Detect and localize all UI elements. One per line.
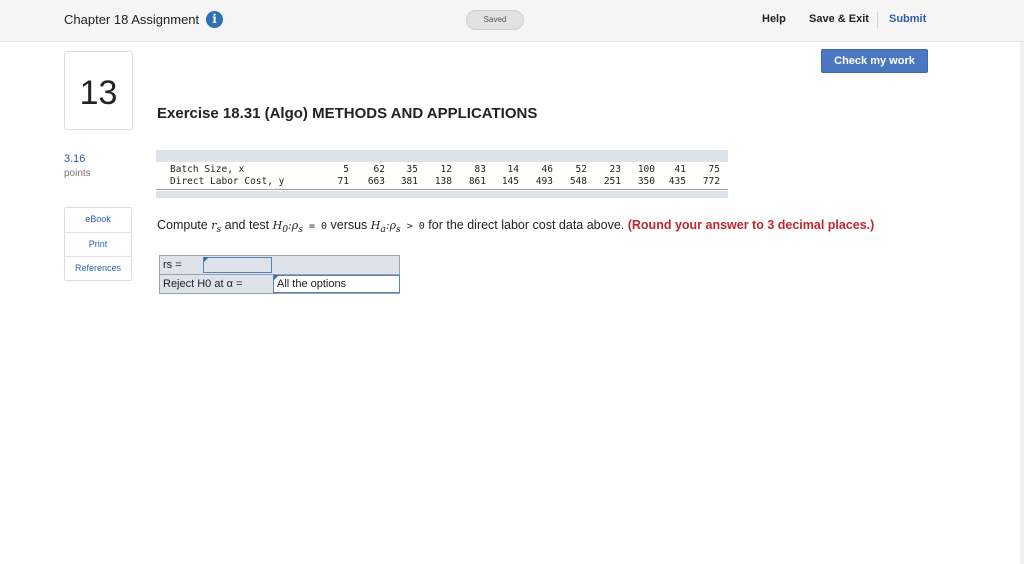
header-divider <box>877 12 878 28</box>
table-header-bar <box>156 150 728 162</box>
print-link[interactable]: Print <box>88 239 108 249</box>
rs-symbol: $r_s$ <box>211 219 222 236</box>
data-table <box>156 150 728 198</box>
batch-size-cell: 100 <box>637 164 655 175</box>
rs-input[interactable] <box>203 257 272 273</box>
labor-cost-cell: 251 <box>603 176 621 187</box>
labor-cost-cell: 435 <box>668 176 686 187</box>
menu-divider <box>65 232 131 233</box>
rounding-instruction: (Round your answer to 3 decimal places.) <box>627 218 875 232</box>
assignment-title: Chapter 18 Assignment <box>64 12 200 27</box>
batch-size-cell: 52 <box>575 164 587 175</box>
reject-label: Reject H0 at α = <box>163 278 243 290</box>
menu-divider <box>65 256 131 257</box>
save-exit-link[interactable]: Save & Exit <box>809 13 869 25</box>
batch-size-cell: 75 <box>708 164 720 175</box>
batch-size-cell: 62 <box>373 164 385 175</box>
info-icon[interactable]: i <box>206 11 223 28</box>
labor-cost-cell: 350 <box>637 176 655 187</box>
table-row-line <box>156 189 728 190</box>
points-value: 3.16 <box>64 153 86 165</box>
help-link[interactable]: Help <box>762 13 786 25</box>
references-link[interactable]: References <box>74 263 122 273</box>
top-bar <box>0 0 1024 42</box>
labor-cost-cell: 548 <box>569 176 587 187</box>
flag-icon <box>274 275 279 280</box>
batch-size-cell: 14 <box>507 164 519 175</box>
flag-icon <box>204 257 209 262</box>
exercise-title: Exercise 18.31 (Algo) METHODS AND APPLICATIONS <box>157 105 538 122</box>
batch-size-cell: 35 <box>406 164 418 175</box>
batch-size-cell: 41 <box>674 164 686 175</box>
answer-table <box>159 255 400 294</box>
check-my-work-button[interactable]: Check my work <box>821 49 928 73</box>
batch-size-cell: 83 <box>474 164 486 175</box>
labor-cost-label: Direct Labor Cost, y <box>170 176 285 187</box>
ebook-link[interactable]: eBook <box>85 214 111 224</box>
question-number: 13 <box>79 74 118 112</box>
null-value: = 0 <box>302 221 328 232</box>
batch-size-label: Batch Size, x <box>170 164 245 175</box>
labor-cost-cell: 493 <box>535 176 553 187</box>
prompt-text: versus <box>327 218 371 232</box>
alpha-select[interactable]: All the options <box>273 275 400 293</box>
batch-size-cell: 5 <box>343 164 349 175</box>
labor-cost-cell: 138 <box>434 176 452 187</box>
resource-menu <box>64 207 132 281</box>
prompt-text: Compute <box>157 218 212 232</box>
question-number-box <box>64 51 133 130</box>
labor-cost-cell: 145 <box>501 176 519 187</box>
scrollbar[interactable] <box>1020 42 1024 564</box>
rs-label: rs = <box>163 259 182 271</box>
table-footer-bar <box>156 191 728 198</box>
batch-size-cell: 46 <box>541 164 553 175</box>
alt-value: > 0 <box>400 221 425 232</box>
prompt-text: for the direct labor cost data above. <box>424 218 628 232</box>
alt-hypothesis: $H_a:\rho_s$ <box>370 219 401 236</box>
question-prompt <box>157 218 874 235</box>
labor-cost-cell: 663 <box>367 176 385 187</box>
submit-link[interactable]: Submit <box>889 13 927 25</box>
labor-cost-cell: 772 <box>702 176 720 187</box>
saved-status-badge: Saved <box>466 10 524 30</box>
points-label: points <box>64 168 91 179</box>
null-hypothesis: $H_0:\rho_s$ <box>272 219 303 236</box>
labor-cost-cell: 71 <box>337 176 349 187</box>
labor-cost-cell: 381 <box>400 176 418 187</box>
prompt-text: and test <box>221 218 273 232</box>
labor-cost-cell: 861 <box>468 176 486 187</box>
batch-size-cell: 23 <box>609 164 621 175</box>
batch-size-cell: 12 <box>440 164 452 175</box>
